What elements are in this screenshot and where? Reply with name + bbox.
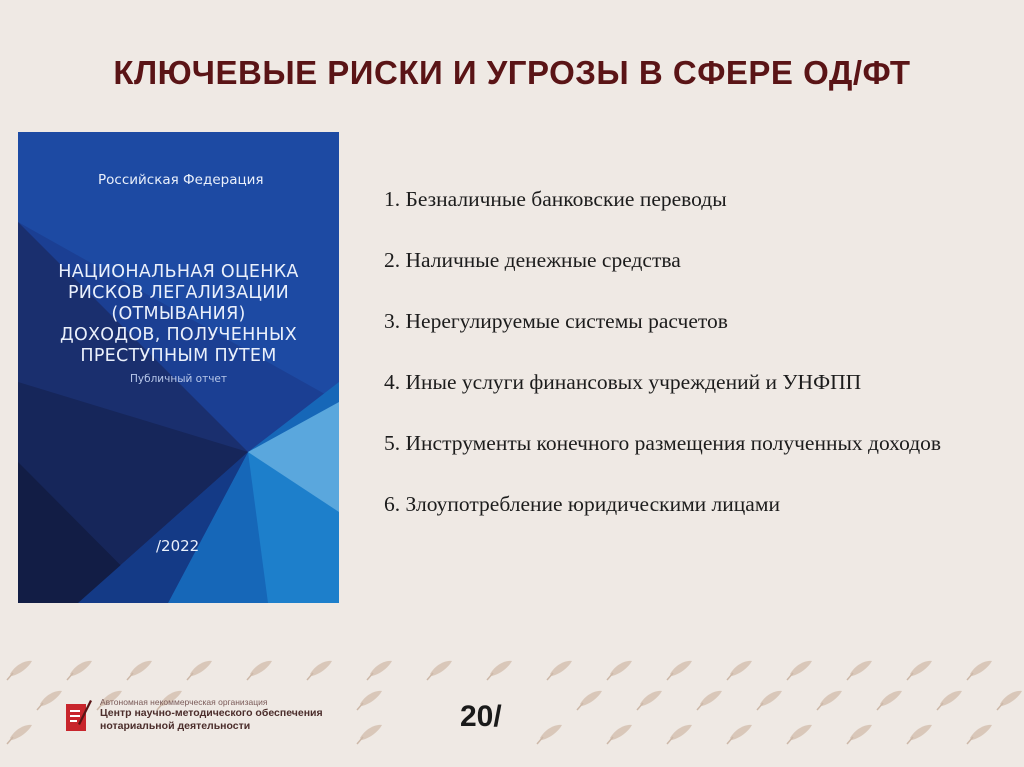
list-item: 5. Инструменты конечного размещения полученных доходов: [384, 431, 942, 455]
org-type: Автономная некоммерческая организация: [100, 697, 268, 707]
organization-logo-icon: [66, 698, 92, 732]
cover-country: Российская Федерация: [98, 172, 264, 188]
list-spacer: [384, 398, 965, 428]
list-item: 1. Безналичные банковские переводы: [384, 187, 727, 211]
list-item: 3. Нерегулируемые системы расчетов: [384, 309, 728, 333]
cover-background-graphic: [18, 132, 339, 603]
cover-subtitle: Публичный отчет: [130, 373, 227, 385]
cover-heading-line: НАЦИОНАЛЬНАЯ ОЦЕНКА: [58, 262, 299, 282]
org-name-line: Центр научно-методического обеспечения: [100, 707, 323, 719]
cover-year: /2022: [156, 537, 200, 555]
list-item: 2. Наличные денежные средства: [384, 248, 681, 272]
cover-heading-line: ДОХОДОВ, ПОЛУЧЕННЫХ: [59, 325, 298, 345]
cover-heading-line: РИСКОВ ЛЕГАЛИЗАЦИИ: [67, 283, 290, 303]
list-spacer: [384, 337, 965, 367]
cover-heading: [18, 262, 339, 367]
cover-heading-line: (ОТМЫВАНИЯ): [111, 304, 246, 324]
organization-name: [100, 697, 323, 733]
report-cover-image: [18, 132, 339, 603]
org-name-line: нотариальной деятельности: [100, 720, 251, 732]
list-item: 6. Злоупотребление юридическими лицами: [384, 492, 780, 516]
page-number: 20/: [460, 700, 502, 733]
list-spacer: [384, 276, 965, 306]
cover-heading-line: ПРЕСТУПНЫМ ПУТЕМ: [80, 346, 277, 366]
list-item: 4. Иные услуги финансовых учреждений и УНФПП: [384, 370, 862, 394]
slide-title: КЛЮЧЕВЫЕ РИСКИ И УГРОЗЫ В СФЕРЕ ОД/ФТ: [113, 54, 911, 91]
list-spacer: [384, 215, 965, 245]
list-spacer: [384, 459, 965, 489]
risk-list: [384, 184, 965, 520]
